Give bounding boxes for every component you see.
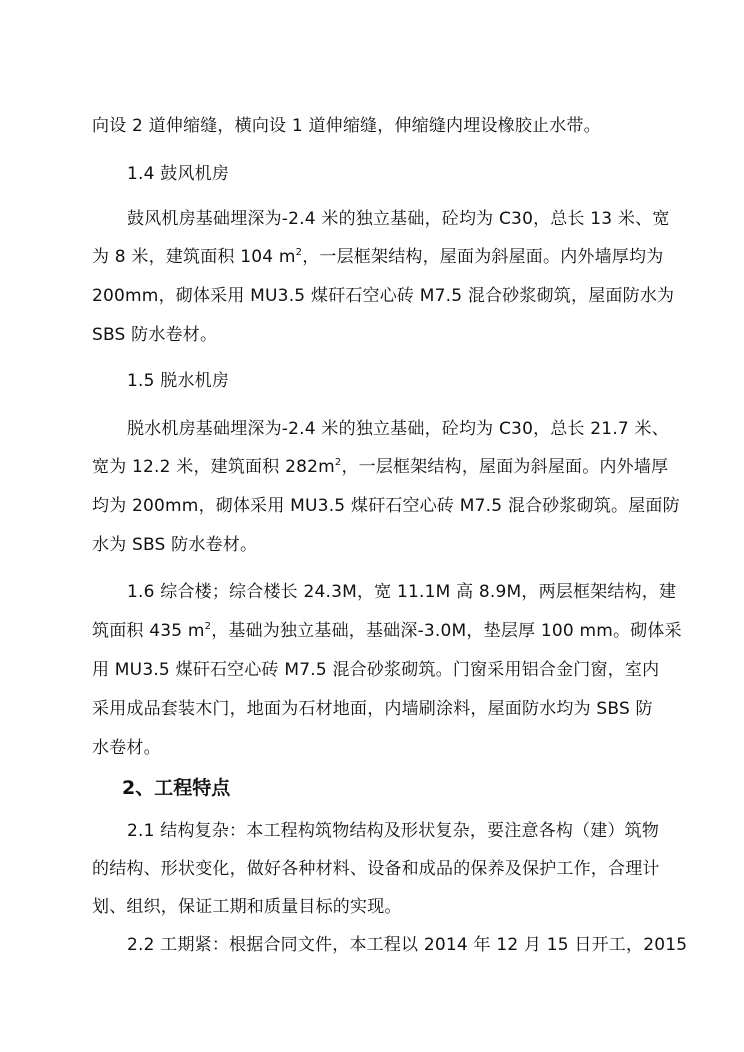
text-span: 筑面积 435 m (92, 621, 205, 641)
superscript: 2 (334, 457, 342, 468)
text-line: 划、组织，保证工期和质量目标的实现。 (92, 897, 402, 917)
section-title-1-5: 1.5 脱水机房 (127, 371, 230, 391)
text-line: 的结构、形状变化，做好各种材料、设备和成品的保养及保护工作，合理计 (92, 859, 660, 879)
text-span: ，基础为独立基础，基础深-3.0M，垫层厚 100 mm。砌体采 (211, 621, 682, 641)
text-line: 2.2 工期紧：根据合同文件，本工程以 2014 年 12 月 15 日开工，2015 (127, 935, 688, 955)
text-line: SBS 防水卷材。 (92, 325, 218, 345)
text-line: 均为 200mm，砌体采用 MU3.5 煤矸石空心砖 M7.5 混合砂浆砌筑。屋面防 (92, 496, 680, 516)
text-line: 1.6 综合楼；综合楼长 24.3M，宽 11.1M 高 8.9M，两层框架结构，建 (127, 582, 677, 602)
text-line (92, 456, 668, 478)
text-span: 为 8 米，建筑面积 104 m (92, 247, 296, 267)
section-title-1-4: 1.4 鼓风机房 (127, 164, 230, 184)
section-heading-2: 2、工程特点 (122, 777, 231, 799)
text-line (92, 246, 663, 268)
text-line: 用 MU3.5 煤矸石空心砖 M7.5 混合砂浆砌筑。门窗采用铝合金门窗，室内 (92, 660, 660, 680)
text-line: 水为 SBS 防水卷材。 (92, 535, 258, 555)
superscript: 2 (295, 247, 303, 258)
superscript: 2 (204, 621, 212, 632)
text-line: 200mm，砌体采用 MU3.5 煤矸石空心砖 M7.5 混合砂浆砌筑，屋面防水为 (92, 286, 675, 306)
text-span: 宽为 12.2 米，建筑面积 282m (92, 457, 335, 477)
text-line: 采用成品套装木门，地面为石材地面，内墙刷涂料，屋面防水均为 SBS 防 (92, 699, 653, 719)
text-span: ，一层框架结构，屋面为斜屋面。内外墙厚均为 (302, 247, 664, 267)
text-line: 2.1 结构复杂：本工程构筑物结构及形状复杂，要注意各构（建）筑物 (127, 821, 660, 841)
text-line: 脱水机房基础埋深为-2.4 米的独立基础，砼均为 C30，总长 21.7 米、 (127, 419, 669, 439)
text-span: ，一层框架结构，屋面为斜屋面。内外墙厚 (341, 457, 669, 477)
text-line: 水卷材。 (92, 738, 161, 758)
text-line: 鼓风机房基础埋深为-2.4 米的独立基础，砼均为 C30，总长 13 米、宽 (127, 209, 670, 229)
text-line (92, 620, 682, 642)
text-line: 向设 2 道伸缩缝，横向设 1 道伸缩缝，伸缩缝内埋设橡胶止水带。 (92, 116, 601, 136)
